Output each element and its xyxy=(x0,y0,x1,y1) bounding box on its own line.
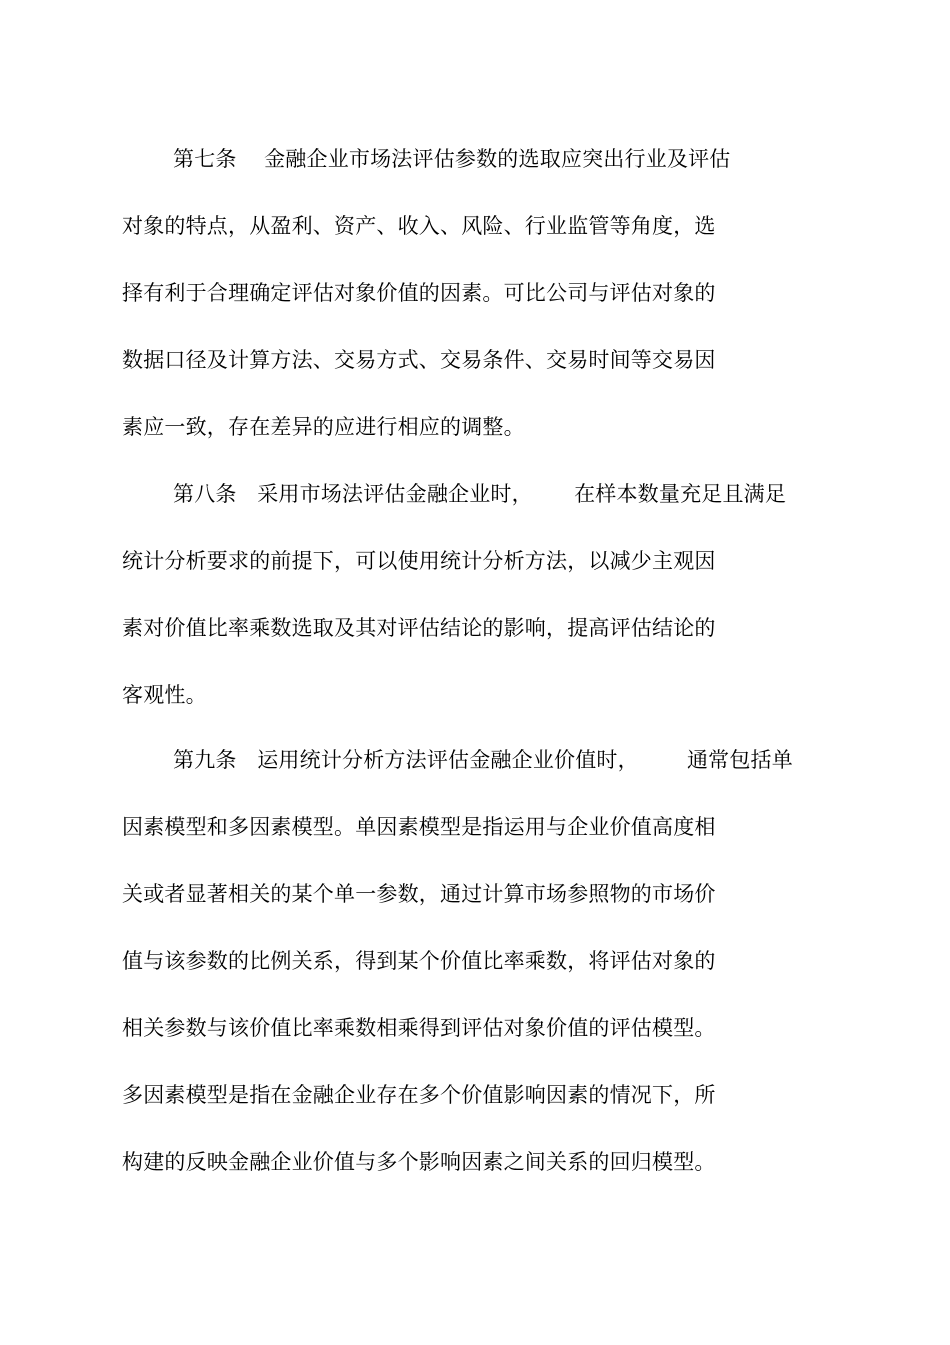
article-8-line-2: 统计分析要求的前提下，可以使用统计分析方法，以减少主观因 xyxy=(122,549,716,573)
article-8-line-1: 第八条 采用市场法评估金融企业时， 在样本数量充足且满足 xyxy=(173,482,787,506)
article-8-line-3: 素对价值比率乘数选取及其对评估结论的影响，提高评估结论的 xyxy=(122,616,716,640)
article-7-line-4: 数据口径及计算方法、交易方式、交易条件、交易时间等交易因 xyxy=(122,348,716,372)
article-9-line-3: 关或者显著相关的某个单一参数，通过计算市场参照物的市场价 xyxy=(122,882,716,906)
article-9-line-5: 相关参数与该价值比率乘数相乘得到评估对象价值的评估模型。 xyxy=(122,1016,716,1040)
article-9-line-2: 因素模型和多因素模型。单因素模型是指运用与企业价值高度相 xyxy=(122,815,716,839)
article-9-line-4: 值与该参数的比例关系，得到某个价值比率乘数，将评估对象的 xyxy=(122,949,716,973)
article-9-line-6: 多因素模型是指在金融企业存在多个价值影响因素的情况下，所 xyxy=(122,1083,716,1107)
article-8-line-4: 客观性。 xyxy=(122,683,207,707)
article-7-line-5: 素应一致，存在差异的应进行相应的调整。 xyxy=(122,415,525,439)
article-9-line-7: 构建的反映金融企业价值与多个影响因素之间关系的回归模型。 xyxy=(122,1150,716,1174)
article-9-line-1: 第九条 运用统计分析方法评估金融企业价值时， 通常包括单 xyxy=(173,748,793,772)
article-7-line-2: 对象的特点，从盈利、资产、收入、风险、行业监管等角度，选 xyxy=(122,214,716,238)
article-7-line-3: 择有利于合理确定评估对象价值的因素。可比公司与评估对象的 xyxy=(122,281,716,305)
article-7-line-1: 第七条 金融企业市场法评估参数的选取应突出行业及评估 xyxy=(173,147,731,171)
